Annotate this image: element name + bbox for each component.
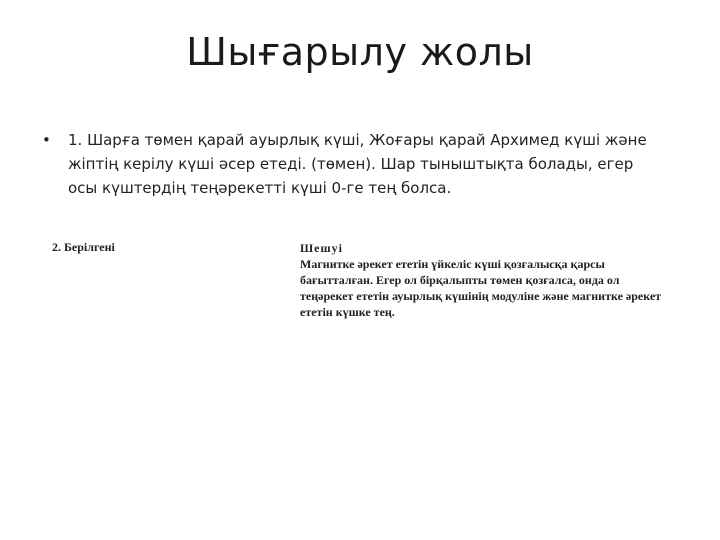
solution-block — [300, 240, 670, 320]
slide-title: Шығарылу жолы — [186, 30, 534, 74]
bullet-list — [42, 128, 662, 200]
bullet-item — [42, 128, 662, 200]
given-label: 2. Берілгені — [52, 240, 115, 254]
solution-heading: Шешуі — [300, 241, 343, 255]
bullet-text: 1. Шарға төмен қарай ауырлық күші, Жоғары қарай Архимед күші және жіптің керілу күші әсер етеді. (төмен). Шар тыныштықта болады, егер осы күштердің теңәрекетті күші 0-ге тең болса. — [68, 131, 647, 197]
bullet-marker: • — [42, 131, 51, 149]
solution-text: Магнитке әрекет ететін үйкеліс күші қозғалысқа қарсы бағытталған. Егер ол бірқалыпты төмен қозғалса, онда ол теңәрекет ететін ауырлық күшінің модуліне және магнитке әрекет ететін күшке тең. — [300, 257, 662, 319]
